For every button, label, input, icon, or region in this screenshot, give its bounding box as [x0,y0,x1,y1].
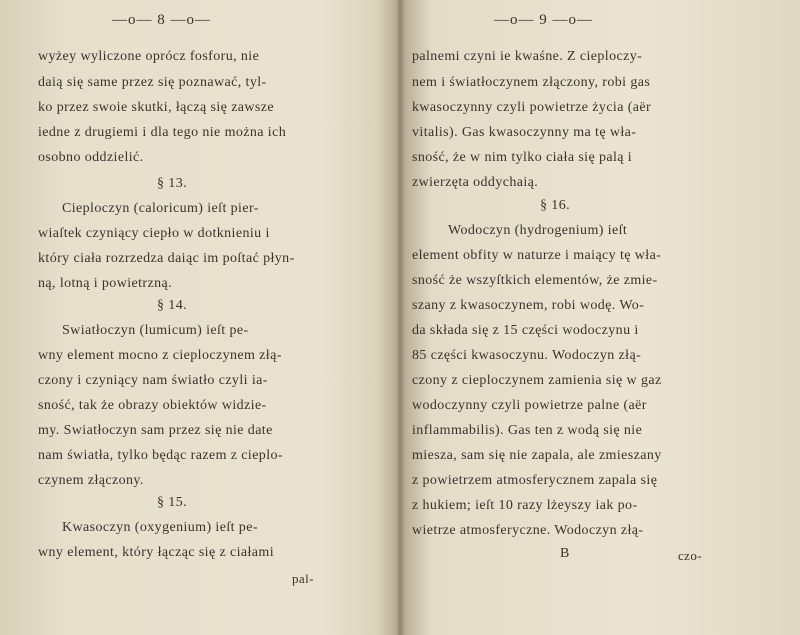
text-line: czynem złączony. [38,473,144,488]
text-line: osobno oddzielić. [38,150,144,165]
right-page [382,0,800,635]
text-line: czony z cieploczynem zamienia się w gaz [412,373,662,388]
text-line: Kwasoczyn (oxygenium) ieſt pe- [62,520,258,535]
text-line: zwierzęta oddychaią. [412,175,539,190]
text-line: wyżey wyliczone oprócz fosforu, nie [38,49,260,64]
text-line: wiaſtek czyniący ciepło w dotknieniu i [38,226,270,241]
text-line: wodoczynny czyli powietrze palne (aër [412,398,647,413]
text-line: który ciała rozrzedza daiąc im poſtać płyn- [38,251,295,266]
page-number: —o— 9 —o— [494,12,593,28]
text-line: wietrze atmosferyczne. Wodoczyn złą- [412,523,644,538]
section-heading: § 14. [157,298,187,313]
text-line: vitalis). Gas kwasoczynny ma tę wła- [412,125,637,140]
text-line: z hukiem; ieſt 10 razy lżeyszy iak po- [412,498,638,513]
text-line: Wodoczyn (hydrogenium) ieſt [448,223,628,238]
text-line: wny element, który łącząc się z ciałami [38,545,274,560]
section-heading: § 16. [540,198,570,213]
text-line: z powietrzem atmosferycznem zapala się [412,473,658,488]
text-line: szany z kwasoczynem, robi wodę. Wo- [412,298,645,313]
left-page [0,0,372,635]
text-line: element obfity w naturze i maiący tę wła- [412,248,662,263]
text-line: nem i światłoczynem złączony, robi gas [412,75,651,90]
text-line: sność, że w nim tylko ciała się palą i [412,150,633,165]
section-heading: § 15. [157,495,187,510]
text-line: nam światła, tylko będąc razem z cieplo- [38,448,283,463]
text-line: miesza, sam się nie zapala, ale zmieszany [412,448,662,463]
text-line: palnemi czyni ie kwaśne. Z cieploczy- [412,49,643,64]
text-line: inflammabilis). Gas ten z wodą się nie [412,423,643,438]
catchword: czo- [678,548,702,563]
text-line: daią się same przez się poznawać, tyl- [38,75,267,90]
text-line: Cieploczyn (caloricum) ieſt pier- [62,201,259,216]
text-line: Swiatłoczyn (lumicum) ieſt pe- [62,323,249,338]
text-line: da składa się z 15 części wodoczynu i [412,323,639,338]
text-line: iedne z drugiemi i dla tego nie można ich [38,125,287,140]
text-line: sność że wszyſtkich elementów, że zmie- [412,273,658,288]
text-line: czony i czyniący nam światło czyli ia- [38,373,268,388]
text-line: ko przez swoie skutki, łączą się zawsze [38,100,275,115]
section-heading: § 13. [157,176,187,191]
text-line: sność, tak że obrazy obiektów widzie- [38,398,267,413]
text-line: 85 części kwasoczynu. Wodoczyn złą- [412,348,642,363]
page-number: —o— 8 —o— [112,12,211,28]
text-line: ną, lotną i powietrzną. [38,276,172,291]
text-line: kwasoczynny czyli powietrze życia (aër [412,100,652,115]
catchword: pal- [292,571,314,586]
signature-mark: B [560,546,570,561]
text-line: wny element mocno z cieploczynem złą- [38,348,282,363]
text-line: my. Swiatłoczyn sam przez się nie date [38,423,273,438]
